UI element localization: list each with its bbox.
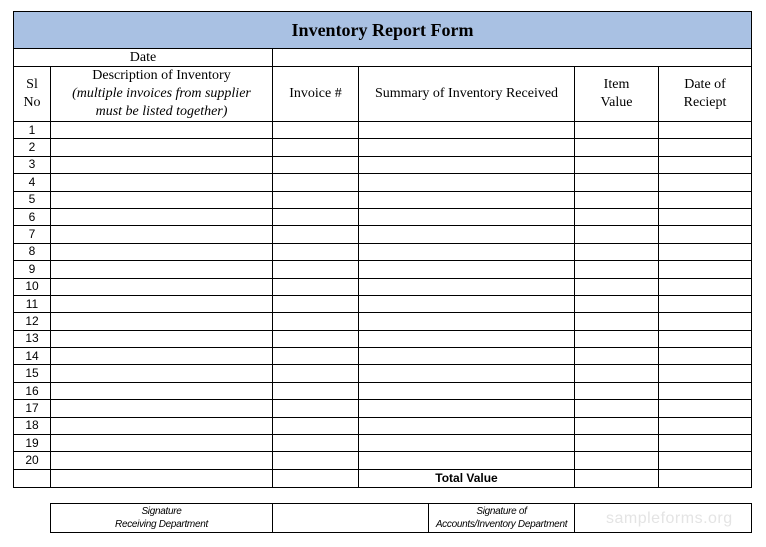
description-cell[interactable] — [51, 174, 273, 191]
description-cell[interactable] — [51, 122, 273, 139]
summary-cell[interactable] — [359, 417, 575, 434]
item-value-header-line1: Item — [603, 77, 630, 92]
table-row — [14, 191, 752, 208]
invoice-cell[interactable] — [273, 382, 359, 399]
description-cell[interactable] — [51, 139, 273, 156]
date-of-receipt-cell[interactable] — [659, 400, 752, 417]
row-number: 8 — [14, 243, 51, 260]
description-cell[interactable] — [51, 452, 273, 469]
total-empty-cell — [14, 469, 51, 487]
summary-cell[interactable] — [359, 295, 575, 312]
table-row — [14, 313, 752, 330]
row-number: 5 — [14, 191, 51, 208]
item-value-cell[interactable] — [575, 295, 659, 312]
item-value-cell[interactable] — [575, 313, 659, 330]
date-of-receipt-cell[interactable] — [659, 156, 752, 173]
description-cell[interactable] — [51, 365, 273, 382]
summary-cell[interactable] — [359, 400, 575, 417]
description-cell[interactable] — [51, 191, 273, 208]
total-value-label: Total Value — [359, 469, 575, 487]
date-of-receipt-cell[interactable] — [659, 435, 752, 452]
receipt-header-line1: Date of — [684, 77, 726, 92]
row-number: 17 — [14, 400, 51, 417]
accounts-signature-line1: Signature of — [476, 506, 527, 517]
table-row — [14, 226, 752, 243]
row-number: 12 — [14, 313, 51, 330]
item-value-header — [575, 67, 659, 122]
date-of-receipt-cell[interactable] — [659, 452, 752, 469]
description-header — [51, 67, 273, 122]
invoice-cell[interactable] — [273, 261, 359, 278]
total-empty-cell — [51, 469, 273, 487]
summary-cell[interactable] — [359, 278, 575, 295]
sl-header-line1: Sl — [26, 77, 38, 92]
invoice-cell[interactable] — [273, 139, 359, 156]
row-number: 1 — [14, 122, 51, 139]
description-cell[interactable] — [51, 330, 273, 347]
invoice-cell[interactable] — [273, 208, 359, 225]
item-value-cell[interactable] — [575, 452, 659, 469]
row-number: 6 — [14, 208, 51, 225]
description-header-note-line2: must be listed together) — [95, 104, 228, 119]
summary-cell[interactable] — [359, 330, 575, 347]
invoice-cell[interactable] — [273, 330, 359, 347]
table-row — [14, 295, 752, 312]
date-of-receipt-cell[interactable] — [659, 208, 752, 225]
date-of-receipt-cell[interactable] — [659, 330, 752, 347]
summary-cell[interactable] — [359, 452, 575, 469]
summary-cell[interactable] — [359, 435, 575, 452]
table-row — [14, 348, 752, 365]
table-row — [14, 365, 752, 382]
summary-cell[interactable] — [359, 191, 575, 208]
description-cell[interactable] — [51, 313, 273, 330]
date-of-receipt-cell[interactable] — [659, 226, 752, 243]
date-of-receipt-cell[interactable] — [659, 382, 752, 399]
invoice-cell[interactable] — [273, 191, 359, 208]
receiving-signature-line2: Receiving Department — [115, 519, 208, 530]
description-cell[interactable] — [51, 435, 273, 452]
table-row — [14, 452, 752, 469]
item-value-cell[interactable] — [575, 174, 659, 191]
date-of-receipt-cell[interactable] — [659, 365, 752, 382]
summary-cell[interactable] — [359, 208, 575, 225]
summary-cell[interactable] — [359, 226, 575, 243]
inventory-report-table — [13, 11, 752, 488]
description-cell[interactable] — [51, 156, 273, 173]
row-number: 15 — [14, 365, 51, 382]
description-cell[interactable] — [51, 348, 273, 365]
description-cell[interactable] — [51, 208, 273, 225]
invoice-header: Invoice # — [273, 67, 359, 122]
summary-cell[interactable] — [359, 348, 575, 365]
description-cell[interactable] — [51, 400, 273, 417]
date-of-receipt-cell[interactable] — [659, 243, 752, 260]
table-row — [14, 261, 752, 278]
summary-cell[interactable] — [359, 122, 575, 139]
item-value-cell[interactable] — [575, 348, 659, 365]
item-value-cell[interactable] — [575, 191, 659, 208]
table-row — [14, 435, 752, 452]
description-cell[interactable] — [51, 243, 273, 260]
summary-cell[interactable] — [359, 261, 575, 278]
date-of-receipt-cell[interactable] — [659, 278, 752, 295]
date-of-receipt-cell[interactable] — [659, 348, 752, 365]
date-field[interactable] — [273, 49, 752, 67]
form-title: Inventory Report Form — [14, 12, 752, 49]
row-number: 14 — [14, 348, 51, 365]
row-number: 11 — [14, 295, 51, 312]
table-row — [14, 417, 752, 434]
summary-header: Summary of Inventory Received — [359, 67, 575, 122]
date-label: Date — [14, 49, 273, 67]
row-number: 2 — [14, 139, 51, 156]
item-value-cell[interactable] — [575, 330, 659, 347]
total-empty-cell — [273, 469, 359, 487]
summary-cell[interactable] — [359, 139, 575, 156]
item-value-cell[interactable] — [575, 226, 659, 243]
accounts-signature-label — [429, 504, 575, 533]
item-value-cell[interactable] — [575, 417, 659, 434]
table-row — [14, 330, 752, 347]
receiving-signature-line1: Signature — [141, 506, 182, 517]
item-value-cell[interactable] — [575, 139, 659, 156]
description-cell[interactable] — [51, 278, 273, 295]
summary-cell[interactable] — [359, 156, 575, 173]
date-of-receipt-cell[interactable] — [659, 295, 752, 312]
date-of-receipt-cell[interactable] — [659, 174, 752, 191]
row-number: 3 — [14, 156, 51, 173]
sl-header-line2: No — [23, 95, 41, 110]
summary-cell[interactable] — [359, 365, 575, 382]
item-value-cell[interactable] — [575, 278, 659, 295]
row-number: 7 — [14, 226, 51, 243]
date-of-receipt-cell[interactable] — [659, 122, 752, 139]
date-of-receipt-header — [659, 67, 752, 122]
table-row — [14, 122, 752, 139]
invoice-cell[interactable] — [273, 313, 359, 330]
date-of-receipt-cell[interactable] — [659, 139, 752, 156]
description-cell[interactable] — [51, 295, 273, 312]
invoice-cell[interactable] — [273, 365, 359, 382]
invoice-cell[interactable] — [273, 174, 359, 191]
date-of-receipt-cell[interactable] — [659, 191, 752, 208]
row-number: 9 — [14, 261, 51, 278]
row-number: 19 — [14, 435, 51, 452]
item-value-cell[interactable] — [575, 156, 659, 173]
invoice-cell[interactable] — [273, 156, 359, 173]
row-number: 16 — [14, 382, 51, 399]
item-value-cell[interactable] — [575, 208, 659, 225]
description-cell[interactable] — [51, 382, 273, 399]
invoice-cell[interactable] — [273, 122, 359, 139]
table-row — [14, 208, 752, 225]
invoice-cell[interactable] — [273, 417, 359, 434]
invoice-cell[interactable] — [273, 295, 359, 312]
item-value-cell[interactable] — [575, 261, 659, 278]
receipt-header-line2: Reciept — [683, 95, 727, 110]
total-value-field[interactable] — [575, 469, 659, 487]
date-of-receipt-cell[interactable] — [659, 261, 752, 278]
invoice-cell[interactable] — [273, 278, 359, 295]
date-of-receipt-cell[interactable] — [659, 417, 752, 434]
row-number: 13 — [14, 330, 51, 347]
watermark: sampleforms.org — [606, 510, 733, 527]
item-value-header-line2: Value — [600, 95, 633, 110]
invoice-cell[interactable] — [273, 435, 359, 452]
table-row — [14, 174, 752, 191]
sl-no-header — [14, 67, 51, 122]
accounts-signature-line2: Accounts/Inventory Department — [435, 519, 568, 530]
invoice-cell[interactable] — [273, 226, 359, 243]
description-cell[interactable] — [51, 226, 273, 243]
table-row — [14, 382, 752, 399]
row-number: 18 — [14, 417, 51, 434]
row-number: 4 — [14, 174, 51, 191]
date-of-receipt-cell[interactable] — [659, 313, 752, 330]
item-value-cell[interactable] — [575, 382, 659, 399]
table-row — [14, 243, 752, 260]
row-number: 10 — [14, 278, 51, 295]
summary-cell[interactable] — [359, 243, 575, 260]
summary-cell[interactable] — [359, 313, 575, 330]
description-cell[interactable] — [51, 261, 273, 278]
receiving-signature-field[interactable] — [273, 504, 429, 533]
table-row — [14, 139, 752, 156]
summary-cell[interactable] — [359, 174, 575, 191]
invoice-cell[interactable] — [273, 400, 359, 417]
row-number: 20 — [14, 452, 51, 469]
item-value-cell[interactable] — [575, 122, 659, 139]
summary-cell[interactable] — [359, 382, 575, 399]
table-row — [14, 156, 752, 173]
invoice-cell[interactable] — [273, 243, 359, 260]
description-cell[interactable] — [51, 417, 273, 434]
item-value-cell[interactable] — [575, 400, 659, 417]
total-empty-cell — [659, 469, 752, 487]
item-value-cell[interactable] — [575, 243, 659, 260]
table-row — [14, 400, 752, 417]
description-header-title: Description of Inventory — [92, 68, 231, 83]
table-row — [14, 278, 752, 295]
invoice-cell[interactable] — [273, 452, 359, 469]
item-value-cell[interactable] — [575, 365, 659, 382]
description-header-note-line1: (multiple invoices from supplier — [72, 86, 251, 101]
item-value-cell[interactable] — [575, 435, 659, 452]
invoice-cell[interactable] — [273, 348, 359, 365]
receiving-signature-label — [51, 504, 273, 533]
